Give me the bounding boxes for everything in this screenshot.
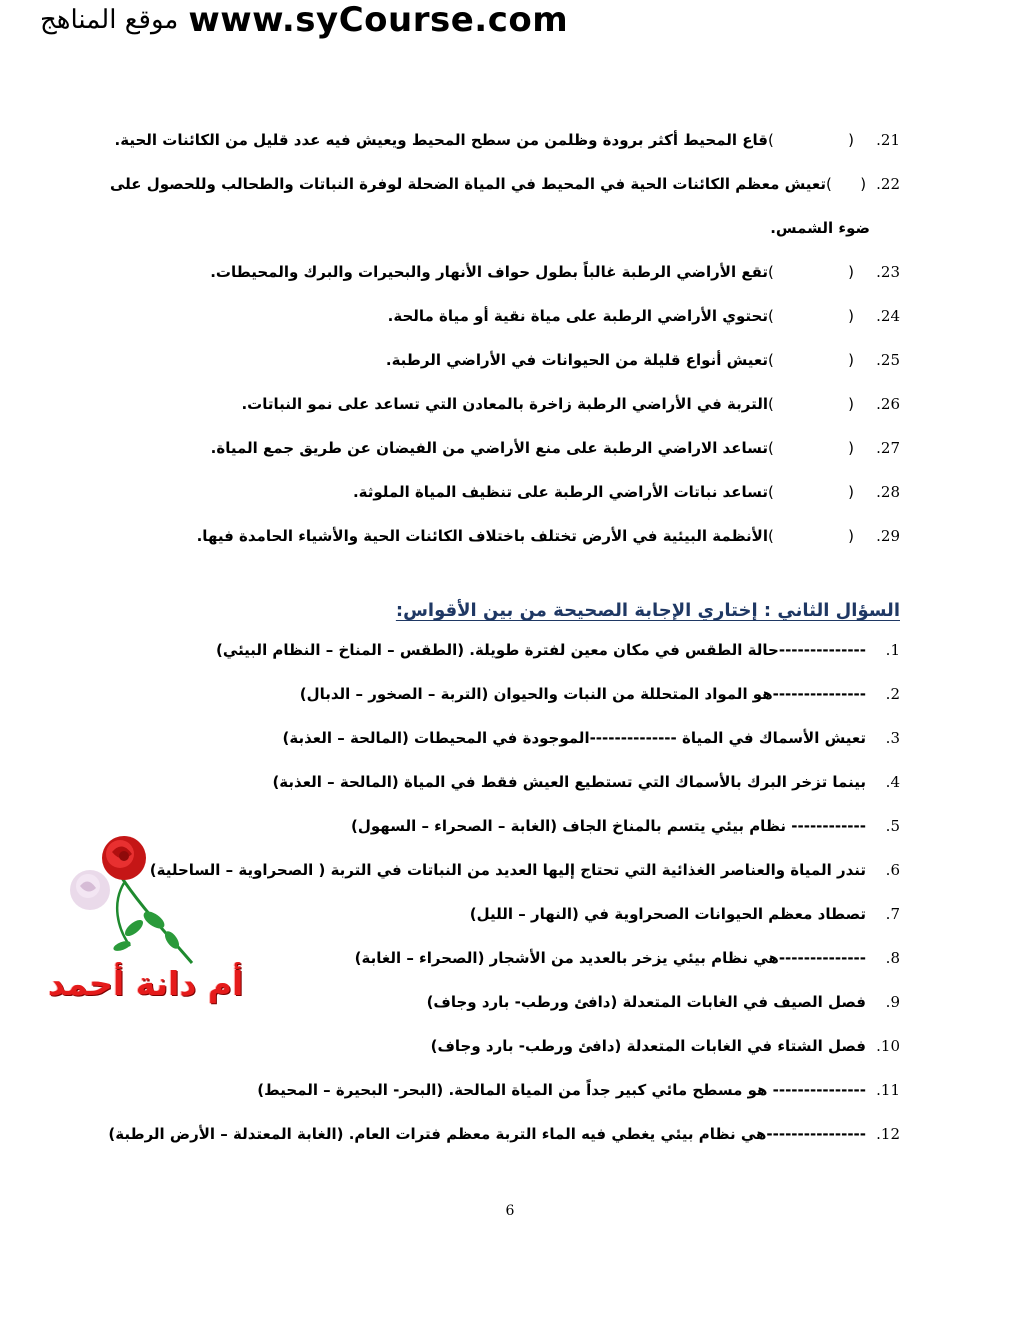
item-number: 1. — [885, 641, 900, 659]
tf-item — [110, 250, 900, 294]
question-text: تصطاد معظم الحيوانات الصحراوية في (النهار – الليل) — [469, 905, 866, 923]
statement-text: تساعد الاراضي الرطبة على منع الأراضي من الفيضان عن طريق جمع المياة. — [210, 439, 768, 457]
tf-item — [110, 118, 900, 162]
rose-decoration — [62, 828, 222, 968]
question-2-title: السؤال الثاني : إختاري الإجابة الصحيحة من بين الأقواس: — [395, 600, 900, 621]
close-paren: ) — [768, 351, 774, 369]
close-paren: ) — [826, 175, 832, 193]
statement-text: قاع المحيط أكثر برودة وظلمن من سطح المحيط ويعيش فيه عدد قليل من الكائنات الحية. — [114, 131, 768, 149]
item-number: 21. — [876, 131, 900, 149]
item-number: 4. — [885, 773, 900, 791]
mc-item — [100, 1024, 900, 1068]
statement-text: التربة في الأراضي الرطبة زاخرة بالمعادن التي تساعد على نمو النباتات. — [241, 395, 768, 413]
site-url[interactable]: www.syCourse.com — [188, 0, 569, 40]
answer-blank[interactable] — [768, 250, 864, 294]
answer-blank[interactable] — [768, 338, 864, 382]
answer-blank[interactable] — [768, 118, 864, 162]
mc-item — [100, 716, 900, 760]
question-text: ------------ نظام بيئي يتسم بالمناخ الجاف (الغابة – الصحراء – السهول) — [351, 817, 866, 835]
signature-caption: أم دانة أحمد — [48, 964, 244, 1003]
close-paren: ) — [768, 527, 774, 545]
question-text: تعيش الأسماك في المياة --------------الموجودة في المحيطات (المالحة – العذبة) — [282, 729, 866, 747]
item-number: 5. — [885, 817, 900, 835]
item-number: 6. — [885, 861, 900, 879]
item-number: 9. — [885, 993, 900, 1011]
question-text: فصل الصيف في الغابات المتعدلة (دافئ ورطب- بارد وجاف) — [426, 993, 866, 1011]
rose-stem — [112, 878, 192, 963]
mc-item — [100, 628, 900, 672]
item-number: 10. — [876, 1037, 900, 1055]
open-paren: ( — [848, 483, 854, 501]
page-header — [40, 0, 568, 40]
item-number: 25. — [876, 351, 900, 369]
statement-text: الأنظمة البيئية في الأرض تختلف باختلاف الكائنات الحية والأشياء الحامدة فيها. — [196, 527, 768, 545]
item-number: 2. — [885, 685, 900, 703]
page-number: 6 — [505, 1203, 515, 1219]
open-paren: ( — [848, 351, 854, 369]
question-text: ---------------هو المواد المتحللة من النبات والحيوان (التربة – الصخور – الدبال) — [299, 685, 866, 703]
question-text: بينما تزخر البرك بالأسماك التي تستطيع العيش فقط في المياة (المالحة – العذبة) — [272, 773, 866, 791]
item-number: 11. — [876, 1081, 900, 1099]
item-number: 3. — [885, 729, 900, 747]
tf-item — [110, 294, 900, 338]
answer-blank[interactable] — [826, 162, 876, 206]
open-paren: ( — [848, 131, 854, 149]
site-name-arabic: موقع المناهج — [40, 5, 179, 35]
close-paren: ) — [768, 263, 774, 281]
answer-blank[interactable] — [768, 426, 864, 470]
mc-item — [100, 672, 900, 716]
answer-blank[interactable] — [768, 470, 864, 514]
open-paren: ( — [848, 527, 854, 545]
rose-flower-pink — [70, 870, 110, 910]
tf-item — [110, 426, 900, 470]
question-text: تندر المياة والعناصر الغذائية التي تحتاج إليها العديد من النباتات في التربة ( الصحراوية – الساحلية) — [149, 861, 866, 879]
statement-text: تعيش معظم الكائنات الحية في المحيط في المياة الضحلة لوفرة النباتات والطحالب وللحصول على — [110, 175, 827, 193]
open-paren: ( — [848, 307, 854, 325]
rose-flower-red — [102, 836, 146, 880]
tf-item — [110, 338, 900, 382]
item-number: 26. — [876, 395, 900, 413]
item-number: 23. — [876, 263, 900, 281]
answer-blank[interactable] — [768, 514, 864, 558]
item-number: 24. — [876, 307, 900, 325]
open-paren: ( — [848, 439, 854, 457]
mc-item — [100, 1068, 900, 1112]
answer-blank[interactable] — [768, 294, 864, 338]
close-paren: ) — [768, 395, 774, 413]
statement-text: تساعد نباتات الأراضي الرطبة على تنظيف المياة الملوثة. — [352, 483, 768, 501]
question-text: --------------- هو مسطح مائي كبير جداً من المياة المالحة. (البحر- البحيرة – المحيط) — [257, 1081, 866, 1099]
tf-item — [110, 514, 900, 558]
item-number: 29. — [876, 527, 900, 545]
open-paren: ( — [860, 175, 867, 193]
open-paren: ( — [848, 263, 854, 281]
item-number: 22. — [876, 175, 900, 193]
item-number: 7. — [885, 905, 900, 923]
statement-text: تحتوي الأراضي الرطبة على مياة نقية أو مياة مالحة. — [387, 307, 768, 325]
question-text: فصل الشتاء في الغابات المتعدلة (دافئ ورطب- بارد وجاف) — [430, 1037, 866, 1055]
question-text: ----------------هي نظام بيئي يغطي فيه الماء التربة معظم فترات العام. (الغابة المعتدلة – الأرض الرطبة) — [108, 1125, 866, 1143]
tf-item — [110, 382, 900, 426]
tf-item — [110, 162, 900, 206]
question-text: --------------هي نظام بيئي يزخر بالعديد من الأشجار (الصحراء – الغابة) — [354, 949, 866, 967]
item-number: 8. — [885, 949, 900, 967]
item-number: 28. — [876, 483, 900, 501]
close-paren: ) — [768, 483, 774, 501]
answer-blank[interactable] — [768, 382, 864, 426]
true-false-list — [110, 118, 900, 558]
close-paren: ) — [768, 307, 774, 325]
tf-item — [110, 470, 900, 514]
item-number: 27. — [876, 439, 900, 457]
question-text: --------------حالة الطقس في مكان معين لفترة طويلة. (الطقس – المناخ – النظام البيئي) — [216, 641, 866, 659]
close-paren: ) — [768, 131, 774, 149]
open-paren: ( — [848, 395, 854, 413]
item-number: 12. — [876, 1125, 900, 1143]
mc-item — [100, 760, 900, 804]
statement-continuation: ضوء الشمس. — [770, 219, 870, 237]
statement-text: تقع الأراضي الرطبة غالباً بطول حواف الأنهار والبحيرات والبرك والمحيطات. — [210, 263, 768, 281]
mc-item — [100, 1112, 900, 1156]
statement-text: تعيش أنواع قليلة من الحيوانات في الأراضي الرطبة. — [385, 351, 768, 369]
close-paren: ) — [768, 439, 774, 457]
